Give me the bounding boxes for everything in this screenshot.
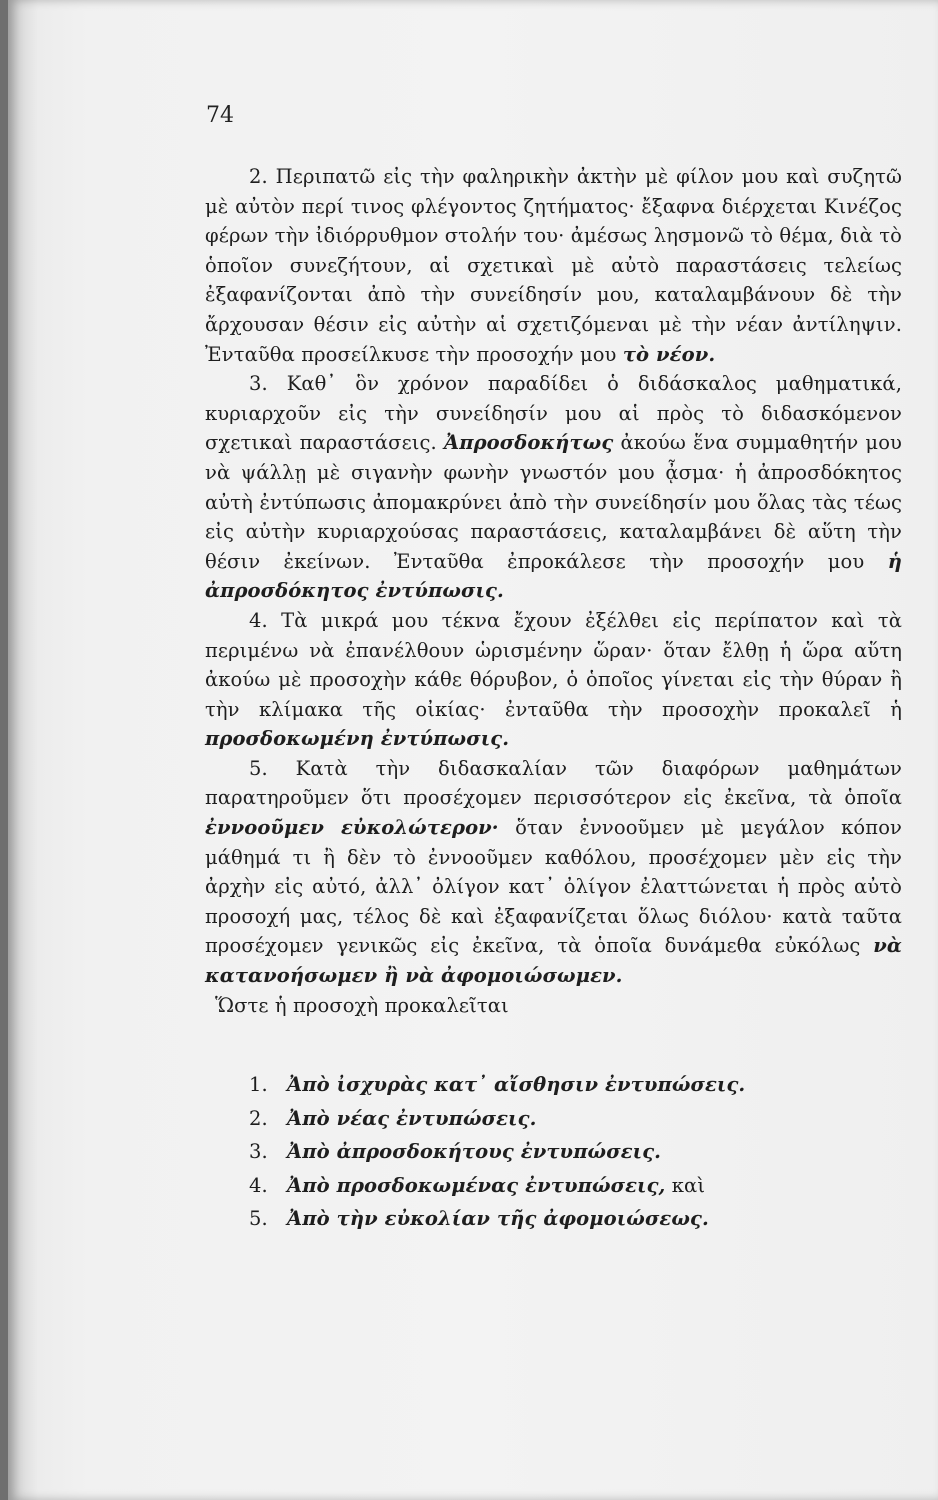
paragraph-text-continued: ἀκούω ἕνα συμμαθητήν μου νὰ ψάλλῃ μὲ σιγανὴν φωνὴν γνωστόν μου ᾆσμα· ἡ ἀπροσδόκητος αὐτὴ ἐντύπωσις ἀπομακρύνει ἀπὸ τὴν συνείδησίν μου ὅλας τὰς τέως εἰς αὐτὴν κυριαρχούσας παραστάσεις, καταλαμβάνει δὲ αὕτη τὴν θέσιν ἐκείνων. Ἐνταῦθα ἐπροκάλεσε τὴν προσοχήν μου [205,431,902,573]
paragraph-5 [205,754,902,991]
paragraph-2 [205,162,902,369]
sources-of-attention-list [205,1068,902,1236]
emphasis-text: τὸ νέον. [622,342,716,366]
paragraph-text: Τὰ μικρά μου τέκνα ἔχουν ἐξέλθει εἰς περίπατον καὶ τὰ περιμένω νὰ ἐπανέλθουν ὡρισμένην ὥραν· ὅταν ἔλθῃ ἡ ὥρα αὕτη ἀκούω μὲ προσοχὴν κάθε θόρυβον, ὁ ὁποῖος γίνεται εἰς τὴν θύραν ἢ τὴν κλίμακα τῆς οἰκίας· ἐνταῦθα τὴν προσοχὴν προκαλεῖ ἡ [205,608,902,721]
paragraph-4 [205,606,902,754]
list-number: 1. [249,1073,268,1097]
list-item [249,1068,902,1102]
list-text: Ἀπὸ προσδοκωμένας ἐντυπώσεις, [287,1173,666,1197]
list-text: Ἀπὸ ἰσχυρὰς κατ᾽ αἴσθησιν ἐντυπώσεις. [287,1073,746,1097]
emphasis-text-2: ἡ ἀπροσδόκητος ἐντύπωσις. [205,549,902,603]
page-number: 74 [206,103,234,128]
list-item [249,1202,902,1236]
emphasis-text: Ἀπροσδοκήτως [444,431,614,455]
list-item [249,1135,902,1169]
paragraph-number: 3. [249,372,268,396]
paragraph-number: 5. [249,756,268,780]
paragraph-text: Καθ᾽ ὃν χρόνον παραδίδει ὁ διδάσκαλος μαθηματικά, κυριαρχοῦν εἰς τὴν συνείδησίν μου αἱ πρὸς τὸ διδασκόμενον σχετικαὶ παραστάσεις. [205,372,902,455]
conclusion-line: Ὥστε ἡ προσοχὴ προκαλεῖται [215,993,509,1017]
list-text: Ἀπὸ νέας ἐντυπώσεις. [287,1106,537,1130]
list-number: 5. [249,1207,268,1231]
emphasis-text: προσδοκωμένη ἐντύπωσις. [205,727,510,751]
paragraph-text: Περιπατῶ εἰς τὴν φαληρικὴν ἀκτὴν μὲ φίλον μου καὶ συζητῶ μὲ αὐτὸν περί τινος φλέγοντος ζητήματος· ἔξαφνα διέρχεται Κινέζος φέρων τὴν ἰδιόρρυθμον στολήν του· ἀμέσως λησμονῶ τὸ θέμα, διὰ τὸ ὁποῖον συνεζήτουν, αἱ σχετικαὶ μὲ αὐτὸ παραστάσεις τελείως ἐξαφανίζονται ἀπὸ τὴν συνείδησίν μου, καταλαμβάνουν δὲ τὴν ἄρχουσαν θέσιν εἰς αὐτὴν αἱ σχετιζόμεναι μὲ τὴν νέαν ἀντίληψιν. Ἐνταῦθα προσείλκυσε τὴν προσοχήν μου [205,165,902,366]
paragraph-text: Κατὰ τὴν διδασκαλίαν τῶν διαφόρων μαθημάτων παρατηροῦμεν ὅτι προσέχομεν περισσότερον εἰς ἐκεῖνα, τὰ ὁποῖα [205,756,902,810]
list-number: 2. [249,1106,268,1130]
page-body [205,162,902,1236]
list-text: Ἀπὸ ἀπροσδοκήτους ἐντυπώσεις. [287,1140,662,1164]
list-item [249,1102,902,1136]
list-number: 3. [249,1140,268,1164]
list-suffix: καὶ [671,1173,706,1197]
book-page [8,0,938,1500]
paragraph-text-continued: ὅταν ἐννοοῦμεν μὲ μεγάλον κόπον μάθημά τι ἢ δὲν τὸ ἐννοοῦμεν καθόλου, προσέχομεν μὲν εἰς τὴν ἀρχὴν εἰς αὐτό, ἀλλ᾽ ὀλίγον κατ᾽ ὀλίγον ἐλαττώνεται ἡ πρὸς αὐτὸ προσοχή μας, τέλος δὲ καὶ ἐξαφανίζεται ὅλως διόλου· κατὰ ταῦτα προσέχομεν γενικῶς εἰς ἐκεῖνα, τὰ ὁποῖα δυνάμεθα εὐκόλως [205,816,902,958]
paragraph-number: 2. [249,165,268,188]
emphasis-text: ἐννοοῦμεν εὐκολώτερον· [205,816,499,840]
list-number: 4. [249,1173,268,1197]
paragraph-number: 4. [249,608,268,632]
list-text: Ἀπὸ τὴν εὐκολίαν τῆς ἀφομοιώσεως. [287,1207,709,1231]
list-item [249,1169,902,1203]
paragraph-3 [205,369,902,606]
emphasis-text-2: νὰ κατανοήσωμεν ἢ νὰ ἀφομοιώσωμεν. [205,934,902,988]
